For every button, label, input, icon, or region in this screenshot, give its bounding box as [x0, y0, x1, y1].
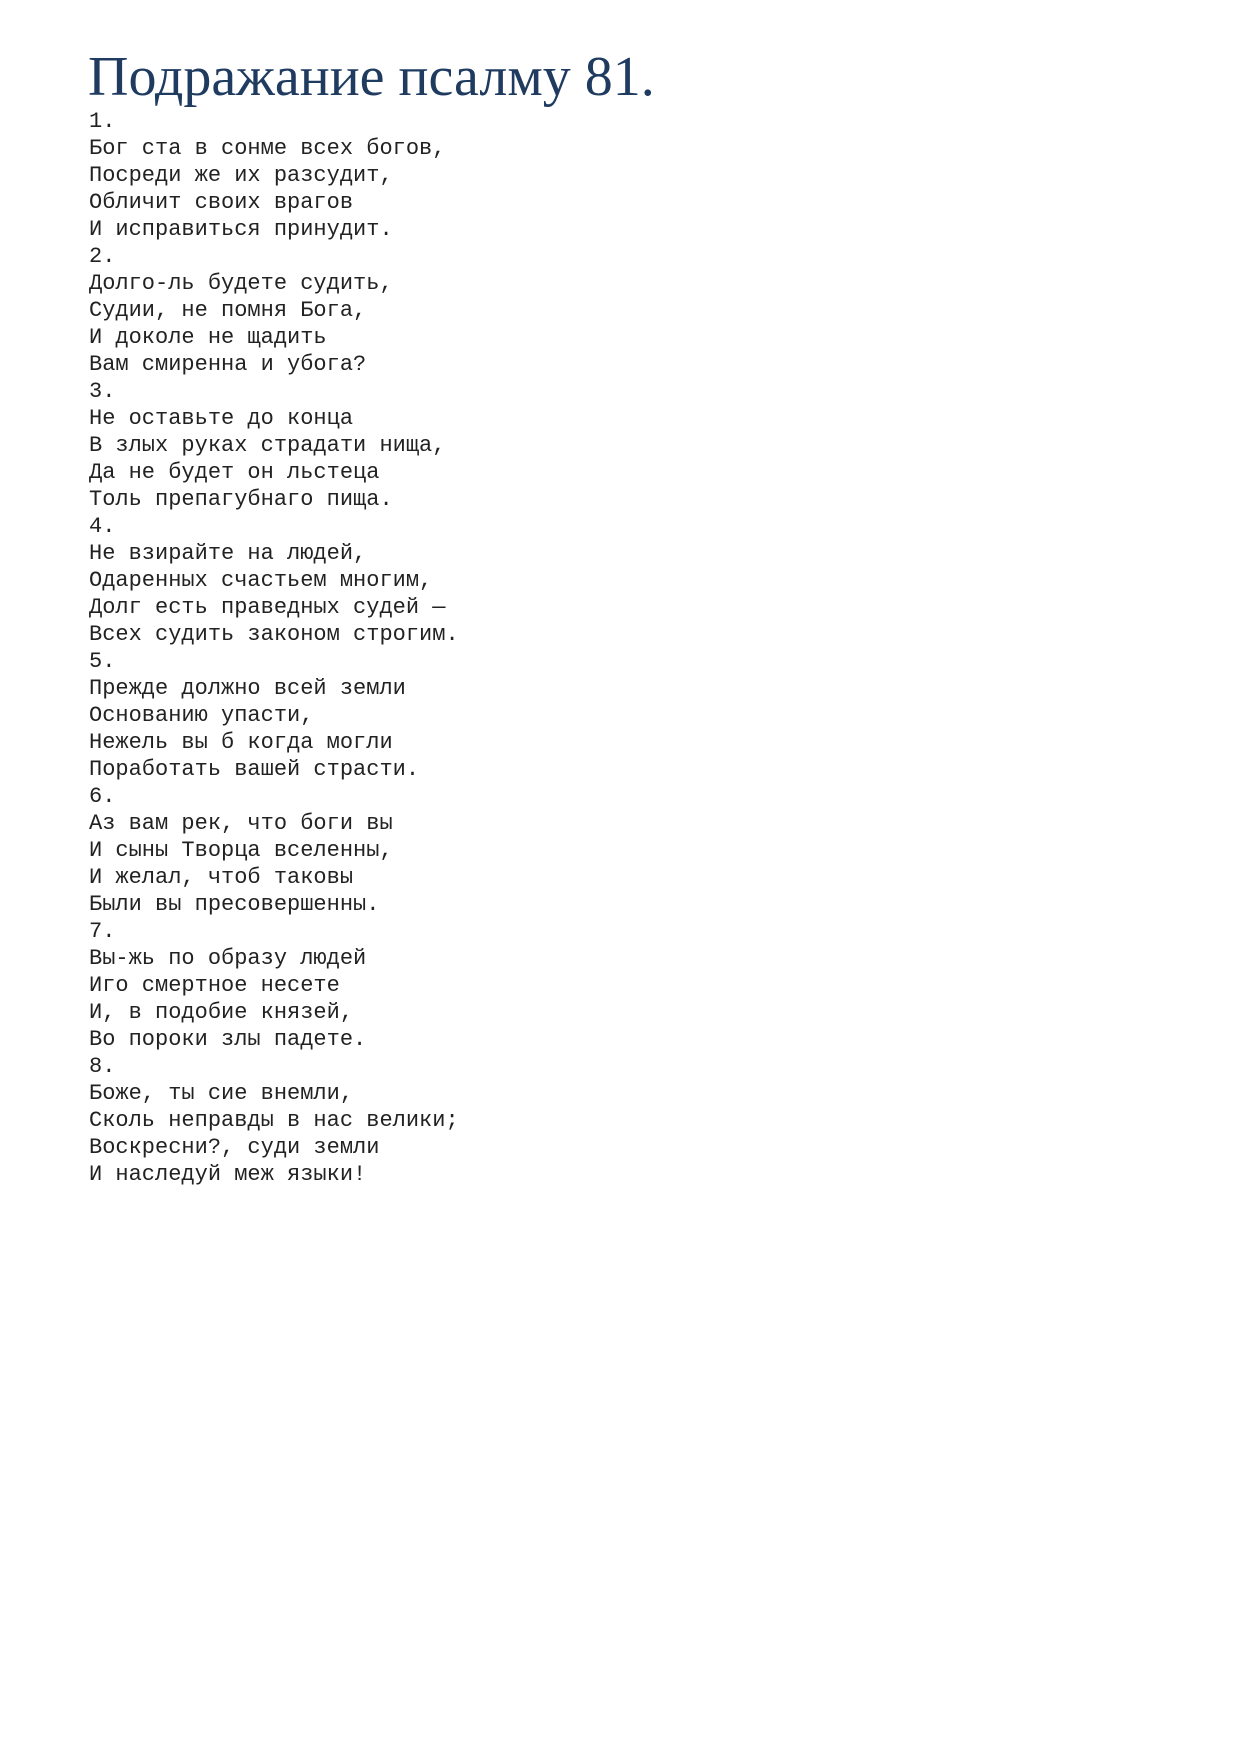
poem-line: И, в подобие князей,: [89, 1000, 354, 1025]
poem-body: [89, 108, 459, 1188]
stanza-number: 2.: [89, 244, 116, 269]
poem-line: Аз вам рек, что боги вы: [89, 811, 393, 836]
page-title: Подражание псалму 81.: [88, 46, 655, 108]
poem-line: И наследуй меж языки!: [89, 1162, 367, 1187]
stanza-8: [89, 1053, 459, 1188]
poem-line: Не оставьте до конца: [89, 406, 354, 431]
poem-line: В злых руках страдати нища,: [89, 433, 446, 458]
poem-line: Основанию упасти,: [89, 703, 314, 728]
poem-line: Не взирайте на людей,: [89, 541, 367, 566]
poem-line: И исправиться принудит.: [89, 217, 393, 242]
poem-line: Одаренных счастьем многим,: [89, 568, 433, 593]
poem-line: Сколь неправды в нас велики;: [89, 1108, 459, 1133]
stanza-number: 4.: [89, 514, 116, 539]
poem-line: Толь препагубнаго пища.: [89, 487, 393, 512]
poem-line: Поработать вашей страсти.: [89, 757, 420, 782]
stanza-4: [89, 513, 459, 648]
poem-line: Вам смиренна и убога?: [89, 352, 367, 377]
stanza-2: [89, 243, 459, 378]
poem-line: Да не будет он льстеца: [89, 460, 380, 485]
poem-line: Вы-жь по образу людей: [89, 946, 367, 971]
poem-line: Были вы пресовершенны.: [89, 892, 380, 917]
poem-line: Обличит своих врагов: [89, 190, 354, 215]
poem-line: Прежде должно всей земли: [89, 676, 406, 701]
stanza-number: 8.: [89, 1054, 116, 1079]
stanza-3: [89, 378, 459, 513]
poem-line: Долго-ль будете судить,: [89, 271, 393, 296]
stanza-number: 6.: [89, 784, 116, 809]
stanza-number: 1.: [89, 109, 116, 134]
poem-line: Воскресни?, суди земли: [89, 1135, 380, 1160]
stanza-6: [89, 783, 459, 918]
poem-line: Судии, не помня Бога,: [89, 298, 367, 323]
poem-line: Во пороки злы падете.: [89, 1027, 367, 1052]
poem-line: Иго смертное несете: [89, 973, 340, 998]
stanza-number: 7.: [89, 919, 116, 944]
poem-line: Боже, ты сие внемли,: [89, 1081, 354, 1106]
poem-line: Бог ста в сонме всех богов,: [89, 136, 446, 161]
poem-line: Посреди же их разсудит,: [89, 163, 393, 188]
stanza-7: [89, 918, 459, 1053]
stanza-5: [89, 648, 459, 783]
stanza-number: 3.: [89, 379, 116, 404]
stanza-1: [89, 108, 459, 243]
poem-line: И желал, чтоб таковы: [89, 865, 354, 890]
stanza-number: 5.: [89, 649, 116, 674]
poem-line: И сыны Творца вселенны,: [89, 838, 393, 863]
poem-line: И доколе не щадить: [89, 325, 327, 350]
poem-line: Всех судить законом строгим.: [89, 622, 459, 647]
poem-line: Нежель вы б когда могли: [89, 730, 393, 755]
poem-line: Долг есть праведных судей —: [89, 595, 446, 620]
